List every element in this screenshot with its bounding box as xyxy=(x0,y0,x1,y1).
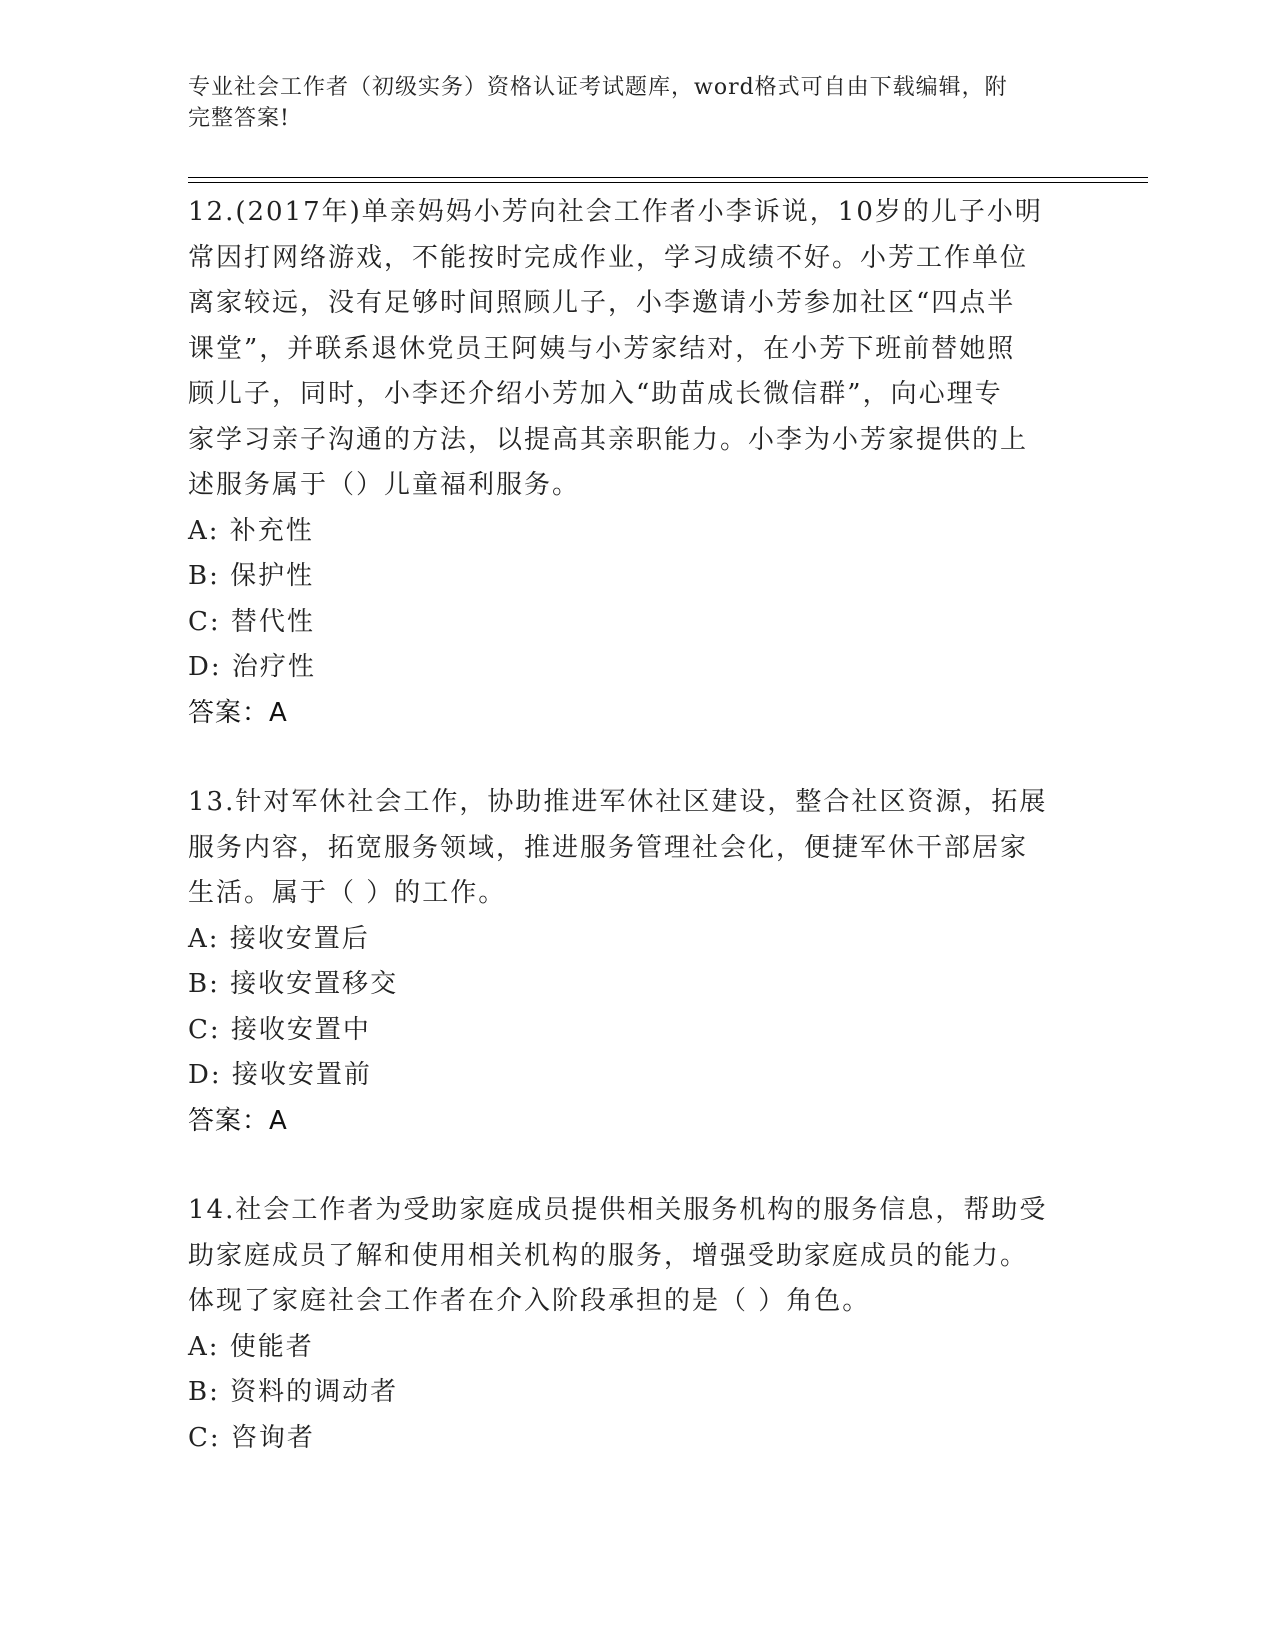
header-line-2: 完整答案! xyxy=(188,106,290,131)
question-stem-line: 常因打网络游戏，不能按时完成作业，学习成绩不好。小芳工作单位 xyxy=(188,242,1029,273)
option-c: C: 替代性 xyxy=(188,606,315,637)
option-c: C: 咨询者 xyxy=(188,1422,315,1453)
question-12 xyxy=(188,190,1068,736)
question-stem-line: 生活。属于（ ）的工作。 xyxy=(188,878,507,908)
option-d: D: 接收安置前 xyxy=(188,1060,372,1090)
option-b: B: 接收安置移交 xyxy=(188,969,399,999)
question-stem-line: 体现了家庭社会工作者在介入阶段承担的是（ ）角色。 xyxy=(188,1286,871,1316)
option-a: A: 接收安置后 xyxy=(188,923,370,954)
option-b: B: 保护性 xyxy=(188,561,315,591)
header-divider-top xyxy=(188,177,1148,178)
header-divider-bottom xyxy=(188,182,1148,183)
question-stem-line: 离家较远，没有足够时间照顾儿子，小李邀请小芳参加社区“四点半 xyxy=(188,288,1016,318)
question-stem-line: 13.针对军休社会工作，协助推进军休社区建设，整合社区资源，拓展 xyxy=(188,787,1048,817)
question-13 xyxy=(188,780,1068,1144)
question-stem-line: 课堂”，并联系退休党员王阿姨与小芳家结对，在小芳下班前替她照 xyxy=(188,333,1016,364)
answer-line: 答案：A xyxy=(188,697,288,728)
answer-line: 答案：A xyxy=(188,1105,288,1136)
question-stem-line: 顾儿子，同时，小李还介绍小芳加入“助苗成长微信群”，向心理专 xyxy=(188,379,1003,409)
page-header xyxy=(188,72,1068,134)
question-stem-line: 服务内容，拓宽服务领域，推进服务管理社会化，便捷军休干部居家 xyxy=(188,832,1029,863)
option-a: A: 使能者 xyxy=(188,1331,314,1362)
option-b: B: 资料的调动者 xyxy=(188,1377,399,1407)
question-stem-line: 家学习亲子沟通的方法，以提高其亲职能力。小李为小芳家提供的上 xyxy=(188,424,1029,455)
question-14 xyxy=(188,1188,1068,1461)
option-c: C: 接收安置中 xyxy=(188,1014,371,1045)
question-stem-line: 14.社会工作者为受助家庭成员提供相关服务机构的服务信息，帮助受 xyxy=(188,1195,1048,1225)
header-line-1: 专业社会工作者（初级实务）资格认证考试题库，word格式可自由下载编辑，附 xyxy=(188,75,1008,100)
question-stem-line: 助家庭成员了解和使用相关机构的服务，增强受助家庭成员的能力。 xyxy=(188,1240,1029,1271)
option-d: D: 治疗性 xyxy=(188,652,316,682)
question-stem-line: 述服务属于（）儿童福利服务。 xyxy=(188,470,581,500)
option-a: A: 补充性 xyxy=(188,515,314,546)
question-stem-line: 12.(2017年)单亲妈妈小芳向社会工作者小李诉说，10岁的儿子小明 xyxy=(188,197,1043,227)
